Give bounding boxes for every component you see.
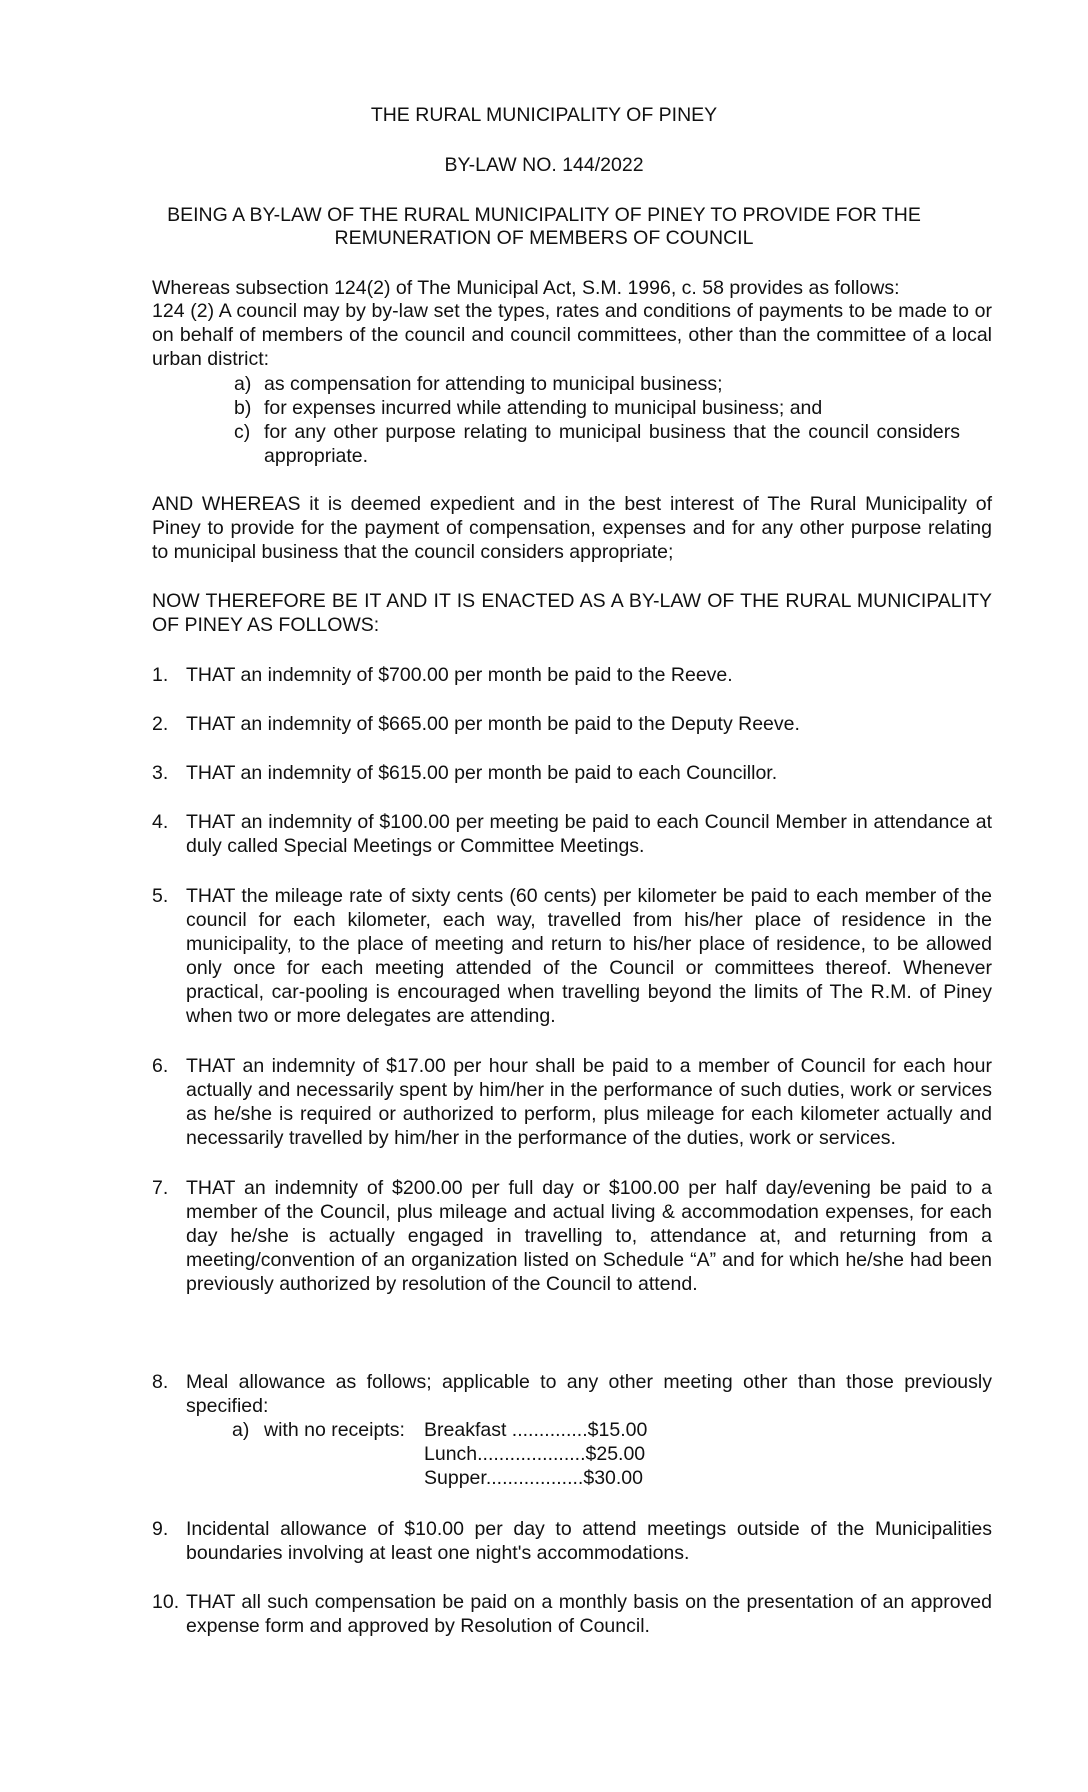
meal-name: Lunch xyxy=(424,1443,478,1465)
clause-number: 2. xyxy=(152,713,169,735)
clause-text: THAT the mileage rate of sixty cents (60 cents) per kilometer be paid to each member of the council for each kilometer, each way, travelled from his/her place of residence in the municipality, to the place of meeting and return to his/her place of residence, to be allowed only once for each meeting attended of the Council or committees thereof. Whenever practical, car-pooling is encouraged when travelling beyond the limits of The R.M. of Piney when two or more delegates are attending. xyxy=(186,885,992,1027)
clause-text: THAT an indemnity of $200.00 per full day or $100.00 per half day/evening be paid to a member of the Council, plus mileage and actual living & accommodation expenses, for each day he/she is actually engaged in travelling to, attendance at, and returning from a meeting/convention of an organization listed on Schedule “A” and for which he/she had been previously authorized by resolution of the Council to attend. xyxy=(186,1177,992,1295)
clause-number: 7. xyxy=(152,1177,169,1199)
whereas-body: 124 (2) A council may by by-law set the types, rates and conditions of payments to be made to or on behalf of members of the council and council committees, other than the committee of a local urban district: xyxy=(152,300,992,370)
clause-number: 6. xyxy=(152,1055,169,1077)
whereas-line: Whereas subsection 124(2) of The Municipal Act, S.M. 1996, c. 58 provides as follows: xyxy=(152,277,900,299)
whereas-sub-list xyxy=(152,372,992,468)
now-therefore-paragraph: NOW THEREFORE BE IT AND IT IS ENACTED AS A BY-LAW OF THE RURAL MUNICIPALITY OF PINEY AS FOLLOWS: xyxy=(152,590,992,636)
clause-number: 10. xyxy=(152,1591,180,1613)
meal-row-supper xyxy=(424,1466,643,1490)
meal-name: Supper xyxy=(424,1467,486,1489)
meal-row-lunch xyxy=(424,1442,645,1466)
municipality-heading: THE RURAL MUNICIPALITY OF PINEY xyxy=(370,104,718,126)
bylaw-title-line2: REMUNERATION OF MEMBERS OF COUNCIL xyxy=(334,227,754,249)
bylaw-number: BY-LAW NO. 144/2022 xyxy=(444,154,644,176)
sub-text: for any other purpose relating to municipal business that the council considers appropriate. xyxy=(264,421,960,467)
leader-dots: .............. xyxy=(506,1419,588,1441)
sub-letter: b) xyxy=(234,397,252,419)
leader-dots: .................... xyxy=(477,1443,586,1465)
whereas-sub-c xyxy=(234,420,960,468)
sub-text: as compensation for attending to municipal business; xyxy=(264,373,723,395)
clause-text: THAT an indemnity of $615.00 per month be paid to each Councillor. xyxy=(186,762,778,784)
clause-number: 4. xyxy=(152,811,169,833)
clause-text: THAT an indemnity of $665.00 per month be paid to the Deputy Reeve. xyxy=(186,713,800,735)
meal-name: Breakfast xyxy=(424,1419,507,1441)
meal-receipts-label: with no receipts: xyxy=(264,1419,405,1441)
sub-letter: a) xyxy=(234,373,252,395)
clause-number: 9. xyxy=(152,1518,169,1540)
meal-sub-letter: a) xyxy=(232,1419,250,1441)
whereas-sub-b xyxy=(234,396,960,420)
clause-number: 8. xyxy=(152,1371,169,1393)
bylaw-title-line1: BEING A BY-LAW OF THE RURAL MUNICIPALITY OF PINEY TO PROVIDE FOR THE xyxy=(167,204,921,226)
clause-text: THAT an indemnity of $100.00 per meeting be paid to each Council Member in attendance at duly called Special Meetings or Committee Meetings. xyxy=(186,811,992,857)
clause-text: THAT all such compensation be paid on a monthly basis on the presentation of an approved expense form and approved by Resolution of Council. xyxy=(186,1591,992,1637)
clause-text: Incidental allowance of $10.00 per day to attend meetings outside of the Municipalities boundaries involving at least one night's accommodations. xyxy=(186,1518,992,1564)
sub-letter: c) xyxy=(234,421,251,443)
clause-number: 1. xyxy=(152,664,169,686)
meal-row-breakfast xyxy=(424,1418,647,1442)
meal-amount: $15.00 xyxy=(587,1419,648,1441)
clause-text: THAT an indemnity of $17.00 per hour shall be paid to a member of Council for each hour actually and necessarily spent by him/her in the performance of such duties, work or services as he/she is required or authorized to perform, plus mileage for each kilometer actually and necessarily travelled by him/her in the performance of the duties, work or services. xyxy=(186,1055,992,1149)
meal-amount: $25.00 xyxy=(585,1443,646,1465)
whereas-sub-a xyxy=(234,372,960,396)
and-whereas-paragraph: AND WHEREAS it is deemed expedient and in the best interest of The Rural Municipality of Piney to provide for the payment of compensation, expenses and for any other purpose relating to municipal business that the council considers appropriate; xyxy=(152,493,992,563)
clause-text: Meal allowance as follows; applicable to any other meeting other than those previously specified: xyxy=(186,1371,992,1417)
leader-dots: .................. xyxy=(485,1467,584,1489)
sub-text: for expenses incurred while attending to municipal business; and xyxy=(264,397,823,419)
meal-amount: $30.00 xyxy=(583,1467,643,1489)
clause-number: 5. xyxy=(152,885,169,907)
clause-number: 3. xyxy=(152,762,169,784)
clause-text: THAT an indemnity of $700.00 per month be paid to the Reeve. xyxy=(186,664,733,686)
